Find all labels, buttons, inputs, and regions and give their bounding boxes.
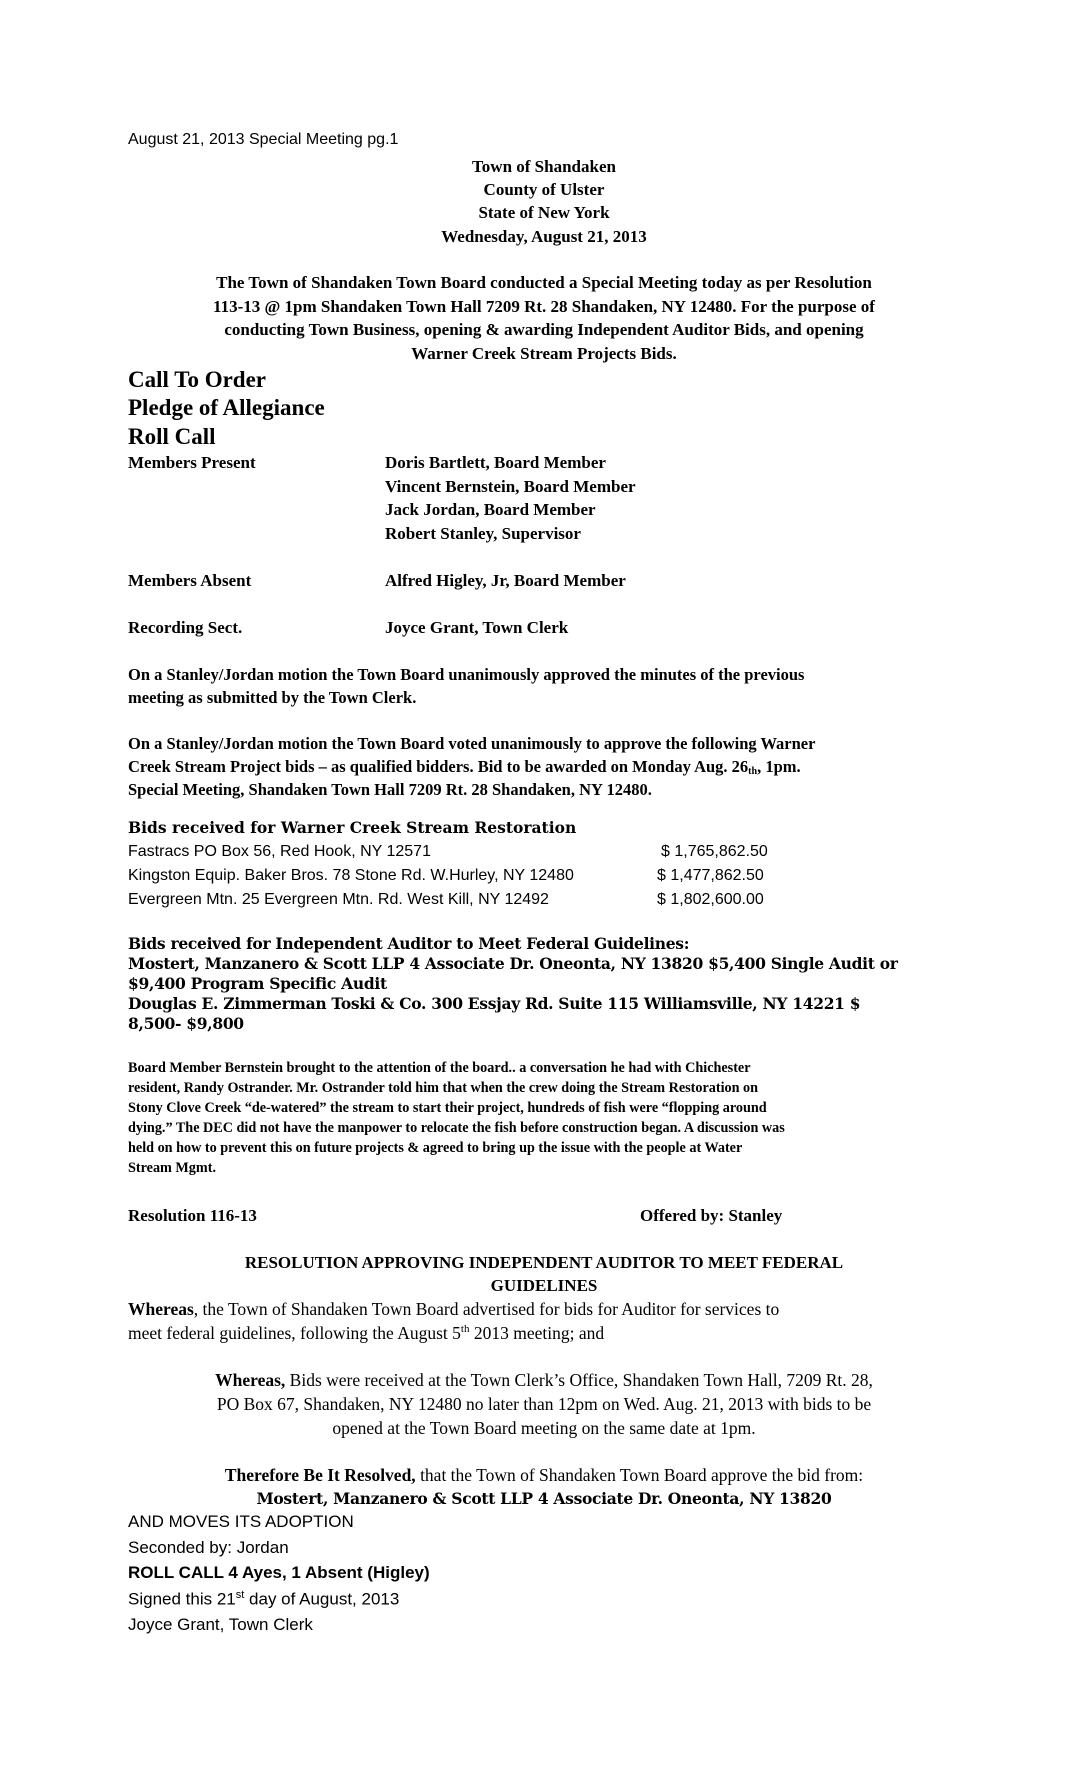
therefore-line: Therefore Be It Resolved, that the Town of Shandaken Town Board approve the bid from: <box>224 1465 864 1485</box>
warner-bid-bidder-1: Fastracs PO Box 56, Red Hook, NY 12571 <box>128 843 431 860</box>
whereas-1-line-1: Whereas, the Town of Shandaken Town Board advertised for bids for Auditor for services to <box>128 1299 780 1319</box>
minutes-line-1: On a Stanley/Jordan motion the Town Board unanimously approved the minutes of the previous <box>128 665 805 684</box>
auditor-bid-mostert-1: Mostert, Manzanero & Scott LLP 4 Associate Dr. Oneonta, NY 13820 $5,400 Single Audit or <box>128 954 898 973</box>
header-line: August 21, 2013 Special Meeting pg.1 <box>128 131 399 148</box>
member-bartlett: Doris Bartlett, Board Member <box>385 453 606 472</box>
member-bernstein: Vincent Bernstein, Board Member <box>385 477 636 496</box>
warner-bid-amount-3: $ 1,802,600.00 <box>657 891 764 908</box>
auditor-bids-heading: Bids received for Independent Auditor to Meet Federal Guidelines: <box>128 934 690 953</box>
title-county: County of Ulster <box>483 180 605 199</box>
seconded-line: Seconded by: Jordan <box>128 1538 289 1557</box>
bernstein-line-6: Stream Mgmt. <box>128 1160 216 1176</box>
minutes-line-2: meeting as submitted by the Town Clerk. <box>128 688 417 707</box>
approved-bidder: Mostert, Manzanero & Scott LLP 4 Associate Dr. Oneonta, NY 13820 <box>256 1489 832 1508</box>
offered-by: Offered by: Stanley <box>640 1206 783 1225</box>
heading-pledge: Pledge of Allegiance <box>128 395 325 420</box>
whereas-2-line-1: Whereas, Bids were received at the Town Clerk’s Office, Shandaken Town Hall, 7209 Rt. 28, <box>215 1370 873 1390</box>
member-stanley: Robert Stanley, Supervisor <box>385 524 581 543</box>
warner-bid-amount-2: $ 1,477,862.50 <box>657 867 764 884</box>
whereas-2-line-2: PO Box 67, Shandaken, NY 12480 no later than 12pm on Wed. Aug. 21, 2013 with bids to be <box>216 1394 872 1414</box>
title-date: Wednesday, August 21, 2013 <box>441 227 647 246</box>
bernstein-line-3: Stony Clove Creek “de-watered” the stream to start their project, hundreds of fish were “flopping around <box>128 1100 767 1116</box>
warner-bid-bidder-3: Evergreen Mtn. 25 Evergreen Mtn. Rd. West Kill, NY 12492 <box>128 891 549 908</box>
heading-roll-call: Roll Call <box>128 424 216 449</box>
member-absent-higley: Alfred Higley, Jr, Board Member <box>385 571 626 590</box>
warner-bid-amount-1: $ 1,765,862.50 <box>661 843 768 860</box>
members-absent-label: Members Absent <box>128 571 252 590</box>
resolution-number: Resolution 116-13 <box>128 1206 257 1225</box>
auditor-bid-mostert-2: $9,400 Program Specific Audit <box>128 974 387 993</box>
bids-motion-line-1: On a Stanley/Jordan motion the Town Board voted unanimously to approve the following Warner <box>128 734 816 753</box>
roll-call-result: ROLL CALL 4 Ayes, 1 Absent (Higley) <box>128 1563 430 1582</box>
bids-motion-line-3: Special Meeting, Shandaken Town Hall 7209 Rt. 28 Shandaken, NY 12480. <box>128 780 652 799</box>
auditor-bid-zimmerman-1: Douglas E. Zimmerman Toski & Co. 300 Essjay Rd. Suite 115 Williamsville, NY 14221 $ <box>128 994 861 1013</box>
resolution-title-line-1: RESOLUTION APPROVING INDEPENDENT AUDITOR TO MEET FEDERAL <box>244 1253 844 1272</box>
members-present-label: Members Present <box>128 453 256 472</box>
auditor-bid-zimmerman-2: 8,500- $9,800 <box>128 1014 244 1033</box>
heading-call-to-order: Call To Order <box>128 367 267 392</box>
warner-bids-heading: Bids received for Warner Creek Stream Restoration <box>128 818 577 837</box>
intro-line-1: The Town of Shandaken Town Board conducted a Special Meeting today as per Resolution <box>216 273 872 292</box>
recording-label: Recording Sect. <box>128 618 243 637</box>
bernstein-line-2: resident, Randy Ostrander. Mr. Ostrander told him that when the crew doing the Stream Restoration on <box>128 1080 759 1096</box>
title-state: State of New York <box>478 203 610 222</box>
recording-clerk: Joyce Grant, Town Clerk <box>385 618 569 637</box>
bernstein-line-1: Board Member Bernstein brought to the attention of the board.. a conversation he had with Chichester <box>128 1060 751 1076</box>
member-jordan: Jack Jordan, Board Member <box>385 500 596 519</box>
whereas-2-line-3: opened at the Town Board meeting on the same date at 1pm. <box>332 1418 756 1438</box>
bernstein-line-5: held on how to prevent this on future projects & agreed to bring up the issue with the people at Water <box>128 1140 743 1156</box>
signature-clerk: Joyce Grant, Town Clerk <box>128 1615 313 1634</box>
resolution-title-line-2: GUIDELINES <box>490 1276 598 1295</box>
intro-line-2: 113-13 @ 1pm Shandaken Town Hall 7209 Rt. 28 Shandaken, NY 12480. For the purpose of <box>213 297 875 316</box>
intro-line-4: Warner Creek Stream Projects Bids. <box>411 344 677 363</box>
title-town: Town of Shandaken <box>472 157 616 176</box>
whereas-1-line-2: meet federal guidelines, following the August 5th 2013 meeting; and <box>128 1323 605 1343</box>
intro-line-3: conducting Town Business, opening & awarding Independent Auditor Bids, and opening <box>224 320 864 339</box>
signed-line: Signed this 21st day of August, 2013 <box>128 1589 400 1609</box>
warner-bid-bidder-2: Kingston Equip. Baker Bros. 78 Stone Rd. W.Hurley, NY 12480 <box>128 867 574 884</box>
adoption-line: AND MOVES ITS ADOPTION <box>128 1512 354 1531</box>
bernstein-line-4: dying.” The DEC did not have the manpower to relocate the fish before construction began. A discussion was <box>128 1120 785 1136</box>
bids-motion-line-2: Creek Stream Project bids – as qualified bidders. Bid to be awarded on Monday Aug. 26th, 1pm. <box>128 757 801 777</box>
